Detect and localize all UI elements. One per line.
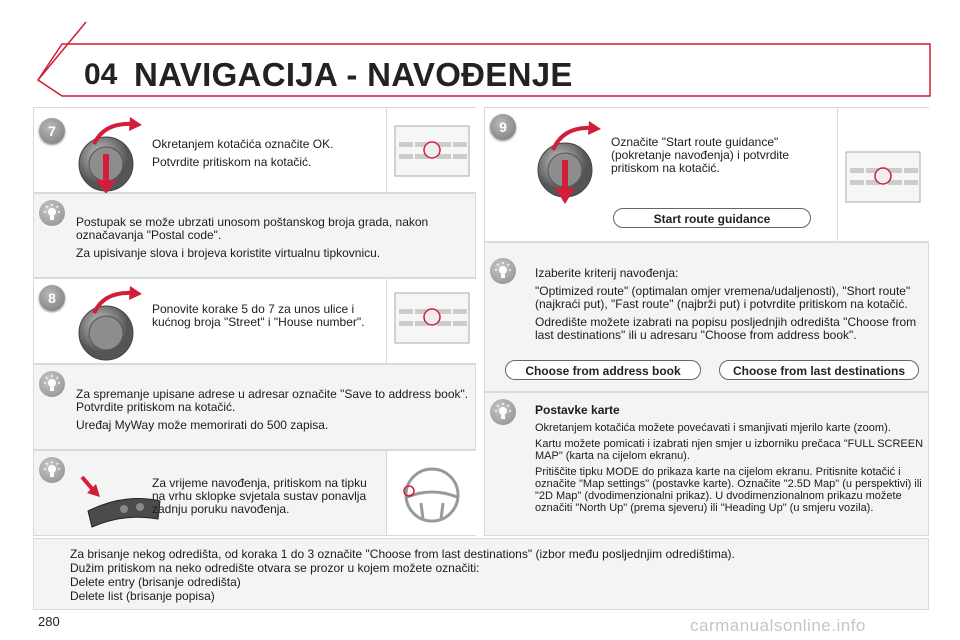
bottom-line: Delete list (brisanje popisa) [70,589,215,603]
head-unit-icon [386,279,477,363]
tip-route-criteria-text [535,267,920,347]
delete-destination-panel [33,538,929,610]
tip-line: Izaberite kriterij navođenja: [535,266,679,280]
step-8-panel [33,278,476,364]
tip-line: Postupak se može ubrzati unosom poštanskog broja grada, nakon označavanja "Postal code". [76,215,429,242]
light-stalk-icon [74,471,164,533]
tip-address-book-panel [33,364,476,450]
tip-line: Za upisivanje slova i brojeva koristite virtualnu tipkovnicu. [76,246,381,260]
step-9-text: Označite "Start route guidance" (pokretanje navođenja) i potvrdite pritiskom na kotačić. [611,135,790,175]
step-9-panel [484,107,929,242]
step-number-badge: 7 [39,118,65,144]
step-number-badge: 9 [490,114,516,140]
step-number-badge: 8 [39,285,65,311]
map-settings-heading: Postavke karte [535,403,620,417]
tip-map-settings-text [535,404,925,518]
tip-address-book-text [76,388,471,437]
page-title: NAVIGACIJA - NAVOĐENJE [134,56,573,93]
tip-repeat-message-text: Za vrijeme navođenja, pritiskom na tipku na vrhu sklopke svjetala sustav ponavlja zadnju poruku navođenja. [152,476,367,516]
head-unit-icon [837,108,930,241]
step-7-panel [33,107,476,193]
tip-line: "Optimized route" (optimalan omjer vremena/udaljenosti), "Short route" (najkraći put), "Fast route" (najbrži put) i potvrdite pritiskom na kotačić. [535,284,911,311]
start-route-guidance-button[interactable]: Start route guidance [613,208,811,228]
tip-line: Za spremanje upisane adrese u adresar označite "Save to address book". Potvrdite pritiskom na kotačić. [76,387,469,414]
tip-route-criteria-panel [484,242,929,392]
chapter-number: 04 [84,58,118,91]
map-settings-line: Kartu možete pomicati i izabrati njen smjer u izborniku prečaca "FULL SCREEN MAP" (karta na cijelom ekranu). [535,438,924,462]
steering-wheel-icon [386,451,477,535]
step-7-text [152,138,382,174]
choose-from-address-book-button[interactable]: Choose from address book [505,360,701,380]
delete-destination-text [70,547,920,603]
page-header [0,0,960,100]
bottom-line: Delete entry (brisanje odredišta) [70,575,241,589]
tip-repeat-message-panel [33,450,476,536]
watermark: carmanualsonline.info [690,616,866,635]
choose-from-last-destinations-button[interactable]: Choose from last destinations [719,360,919,380]
lightbulb-tip-icon [39,200,65,226]
tip-map-settings-panel [484,392,929,536]
lightbulb-tip-icon [39,457,65,483]
page-number: 280 [38,614,60,629]
tip-line: Odredište možete izabrati na popisu posljednjih odredišta "Choose from last destinations" ili u adresaru "Choose from address book". [535,315,917,342]
tip-postal-code-panel [33,193,476,278]
step-7-line-2: Potvrdite pritiskom na kotačić. [152,155,312,169]
tip-postal-code-text [76,216,466,265]
bottom-line: Dužim pritiskom na neko odredište otvara se prozor u kojem možete označiti: [70,561,480,575]
lightbulb-tip-icon [490,258,516,284]
map-settings-line: Okretanjem kotačića možete povećavati i smanjivati mjerilo karte (zoom). [535,422,891,434]
lightbulb-tip-icon [490,399,516,425]
head-unit-icon [386,108,477,192]
map-settings-line: Pritiščite tipku MODE do prikaza karte na cijelom ekranu. Pritisnite kotačić i označite "Map settings" (postavke karte). Označite "2.5D Map" (u perspektivi) ili "2D Map" (dvodimenzionalni prikaz). U dvodimenzionalnom prikazu možete označiti "North Up" (prema sjeveru) ili "Heading Up" (u smjeru vozila). [535,466,922,514]
tip-line: Uređaj MyWay može memorirati do 500 zapisa. [76,418,329,432]
step-7-line-1: Okretanjem kotačića označite OK. [152,137,334,151]
step-8-text: Ponovite korake 5 do 7 za unos ulice i kućnog broja "Street" i "House number". [152,302,365,329]
bottom-line: Za brisanje nekog odredišta, od koraka 1 do 3 označite "Choose from last destinations" (izbor među posljednjim odredištima). [70,547,735,561]
lightbulb-tip-icon [39,371,65,397]
